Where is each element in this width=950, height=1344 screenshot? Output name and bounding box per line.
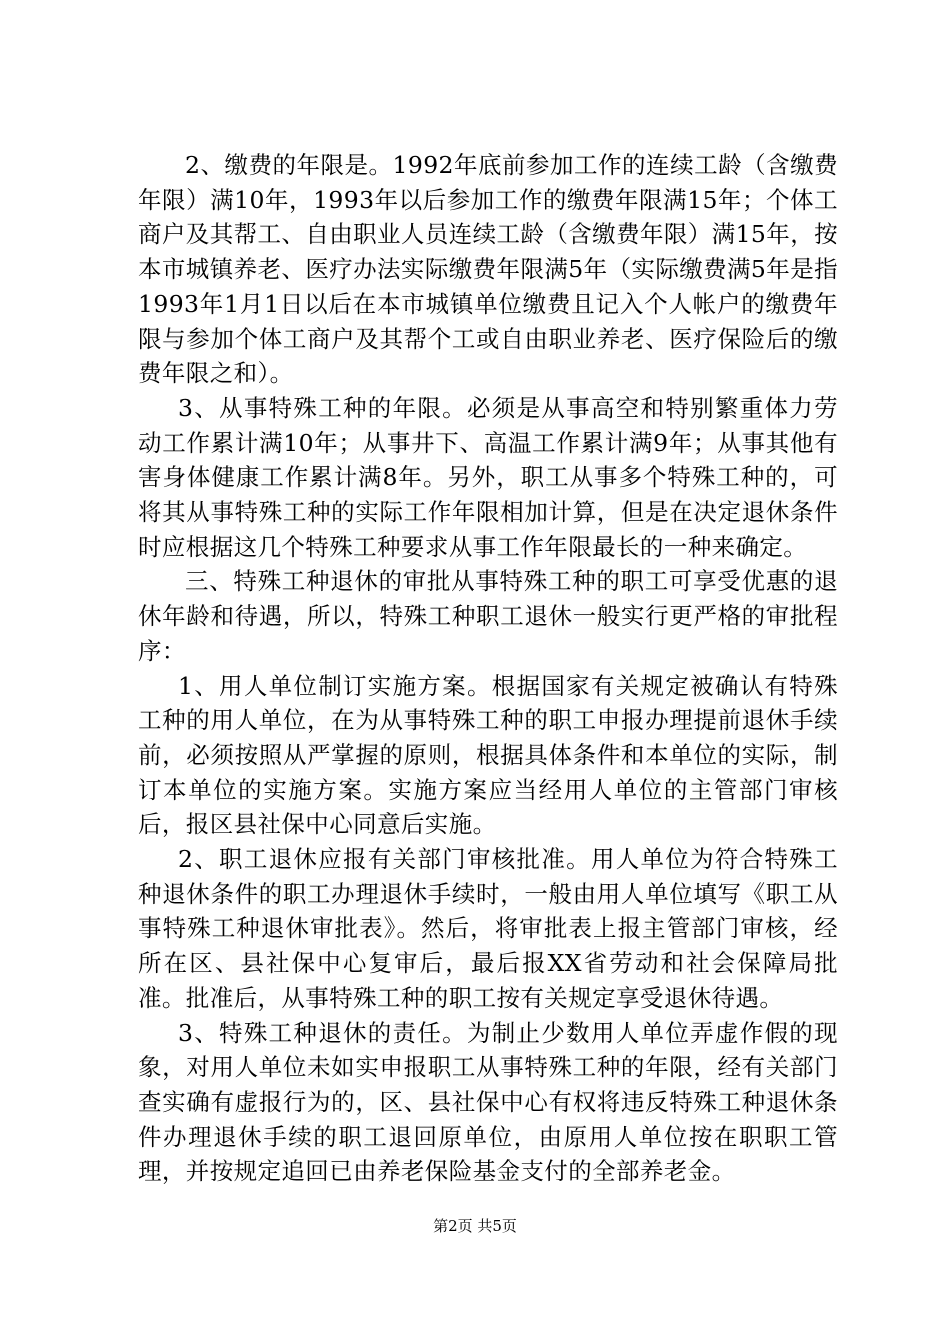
document-body — [138, 148, 838, 1189]
paragraph-implementation-plan: 1、用人单位制订实施方案。根据国家有关规定被确认有特殊工种的用人单位，在为从事特殊工种的职工申报办理提前退休手续前，必须按照从严掌握的原则，根据具体条件和本单位的实际，制订本单位的实施方案。实施方案应当经用人单位的主管部门审核后，报区县社保中心同意后实施。 — [138, 671, 838, 839]
paragraph-approval-section-heading: 三、特殊工种退休的审批从事特殊工种的职工可享受优惠的退休年龄和待遇，所以，特殊工种职工退休一般实行更严格的审批程序： — [138, 567, 838, 665]
paragraph-special-work-years: 3、从事特殊工种的年限。必须是从事高空和特别繁重体力劳动工作累计满10年；从事井下、高温工作累计满9年；从事其他有害身体健康工作累计满8年。另外，职工从事多个特殊工种的，可将其从事特殊工种的实际工作年限相加计算，但是在决定退休条件时应根据这几个特殊工种要求从事工作年限最长的一种来确定。 — [138, 393, 838, 561]
paragraph-contribution-years: 2、缴费的年限是。1992年底前参加工作的连续工龄（含缴费年限）满10年，1993年以后参加工作的缴费年限满15年；个体工商户及其帮工、自由职业人员连续工龄（含缴费年限）满15年，按本市城镇养老、医疗办法实际缴费年限满5年（实际缴费满5年是指1993年1月1日以后在本市城镇单位缴费且记入个人帐户的缴费年限与参加个体工商户及其帮个工或自由职业养老、医疗保险后的缴费年限之和）。 — [138, 151, 838, 388]
paragraph-approval-procedure: 2、职工退休应报有关部门审核批准。用人单位为符合特殊工种退休条件的职工办理退休手续时，一般由用人单位填写《职工从事特殊工种退休审批表》。然后，将审批表上报主管部门审核，经所在区、县社保中心复审后，最后报XX省劳动和社会保障局批准。批准后，从事特殊工种的职工按有关规定享受退休待遇。 — [138, 845, 838, 1012]
page-number-footer: 第2页 共5页 — [433, 1217, 517, 1235]
paragraph-responsibility: 3、特殊工种退休的责任。为制止少数用人单位弄虚作假的现象，对用人单位未如实申报职工从事特殊工种的年限，经有关部门查实确有虚报行为的，区、县社保中心有权将违反特殊工种退休条件办理退休手续的职工退回原单位，由原用人单位按在职职工管理，并按规定追回已由养老保险基金支付的全部养老金。 — [138, 1018, 838, 1186]
